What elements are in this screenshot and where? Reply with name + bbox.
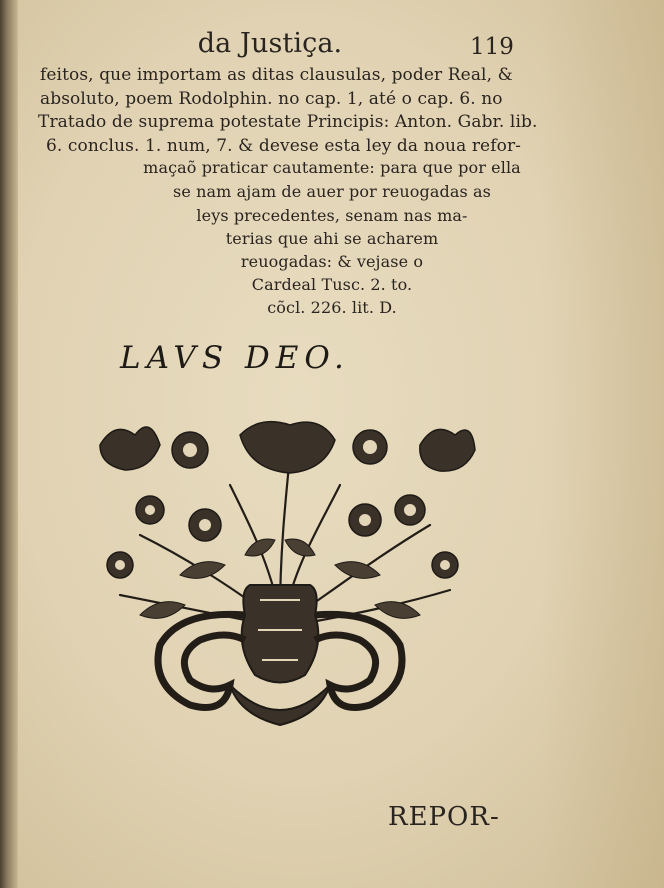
text-line: Tratado de suprema potestate Principis: Anton. Gabr. lib. (38, 112, 538, 132)
binding-gutter (0, 0, 18, 888)
text-line: cõcl. 226. lit. D. (267, 298, 397, 317)
text-line: 6. conclus. 1. num, 7. & devese esta ley da noua refor- (46, 136, 522, 156)
catchword: REPOR- (388, 802, 500, 832)
text-line: absoluto, poem Rodolphin. no cap. 1, até o cap. 6. no (40, 89, 503, 109)
text-line: leys precedentes, senam nas ma- (196, 206, 468, 225)
text-line: se nam ajam de auer por reuogadas as (173, 182, 491, 201)
text-line: maçaõ praticar cautamente: para que por ella (143, 158, 521, 177)
text-line: terias que ahi se acharem (225, 229, 439, 248)
text-line: feitos, que importam as ditas clausulas, poder Real, & (40, 65, 513, 85)
text-line: Cardeal Tusc. 2. to. (251, 275, 413, 294)
paper-stain (540, 0, 664, 888)
running-title: da Justiça. (197, 28, 343, 59)
floral-vase-woodcut-icon (80, 415, 485, 735)
colophon-laus-deo: LAVS DEO. (120, 340, 350, 376)
text-line: reuogadas: & vejase o (240, 252, 424, 271)
page-number: 119 (470, 34, 514, 60)
